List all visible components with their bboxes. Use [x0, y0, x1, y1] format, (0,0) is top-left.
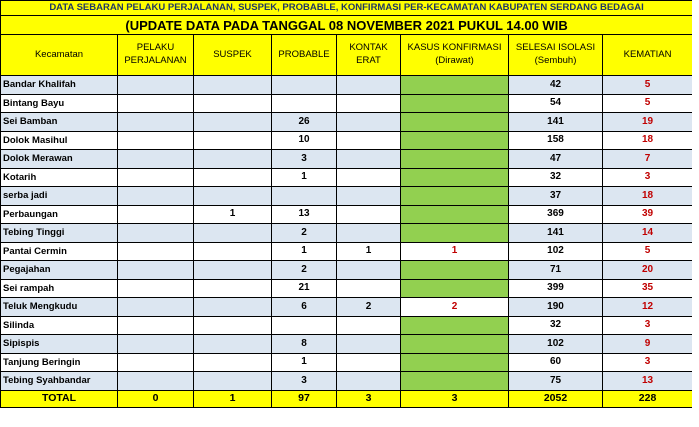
cell-kontak: 2: [337, 298, 401, 317]
cell-probable: 1: [272, 168, 337, 187]
cell-pelaku: [118, 224, 194, 243]
cell-selesai: 102: [509, 242, 603, 261]
cell-suspek: [194, 168, 272, 187]
cell-pelaku: [118, 335, 194, 354]
cell-kasus: [401, 224, 509, 243]
cell-kematian: 19: [603, 113, 693, 132]
cell-kecamatan: Dolok Merawan: [1, 150, 118, 169]
table-row: [1, 187, 693, 206]
cell-selesai: 32: [509, 316, 603, 335]
cell-kontak: [337, 261, 401, 280]
cell-selesai: 32: [509, 168, 603, 187]
cell-kematian: 5: [603, 76, 693, 95]
cell-kontak: [337, 168, 401, 187]
table-row: [1, 353, 693, 372]
header-kecamatan: Kecamatan: [1, 35, 118, 76]
cell-suspek: [194, 113, 272, 132]
cell-pelaku: [118, 187, 194, 206]
cell-suspek: 1: [194, 205, 272, 224]
cell-kematian: 5: [603, 242, 693, 261]
cell-pelaku: [118, 279, 194, 298]
cell-kasus: 1: [401, 242, 509, 261]
cell-probable: [272, 316, 337, 335]
cell-pelaku: [118, 150, 194, 169]
cell-kematian: 20: [603, 261, 693, 280]
cell-kecamatan: Tebing Syahbandar: [1, 372, 118, 391]
table-row: [1, 335, 693, 354]
header-kasus-konfirmasi: KASUS KONFIRMASI (Dirawat): [401, 35, 509, 76]
cell-kasus: 2: [401, 298, 509, 317]
cell-suspek: [194, 353, 272, 372]
total-pelaku: 0: [118, 390, 194, 407]
table-row: [1, 113, 693, 132]
cell-suspek: [194, 279, 272, 298]
cell-pelaku: [118, 261, 194, 280]
cell-suspek: [194, 298, 272, 317]
cell-suspek: [194, 242, 272, 261]
total-suspek: 1: [194, 390, 272, 407]
cell-kontak: [337, 372, 401, 391]
cell-probable: 2: [272, 224, 337, 243]
cell-suspek: [194, 261, 272, 280]
cell-kontak: [337, 131, 401, 150]
cell-kontak: [337, 113, 401, 132]
cell-kematian: 3: [603, 316, 693, 335]
cell-kasus: [401, 150, 509, 169]
table-row: [1, 261, 693, 280]
table-row: [1, 205, 693, 224]
cell-pelaku: [118, 168, 194, 187]
cell-kematian: 39: [603, 205, 693, 224]
cell-kecamatan: Tanjung Beringin: [1, 353, 118, 372]
cell-selesai: 158: [509, 131, 603, 150]
cell-probable: 2: [272, 261, 337, 280]
cell-kasus: [401, 168, 509, 187]
cell-selesai: 369: [509, 205, 603, 224]
cell-kecamatan: Tebing Tinggi: [1, 224, 118, 243]
cell-selesai: 399: [509, 279, 603, 298]
cell-kontak: [337, 187, 401, 206]
cell-kecamatan: Dolok Masihul: [1, 131, 118, 150]
cell-selesai: 42: [509, 76, 603, 95]
table-row: [1, 94, 693, 113]
cell-suspek: [194, 316, 272, 335]
cell-probable: 3: [272, 372, 337, 391]
cell-selesai: 47: [509, 150, 603, 169]
cell-kontak: [337, 353, 401, 372]
cell-probable: 8: [272, 335, 337, 354]
cell-suspek: [194, 76, 272, 95]
total-row: [1, 390, 693, 407]
cell-pelaku: [118, 372, 194, 391]
table-row: [1, 150, 693, 169]
cell-pelaku: [118, 316, 194, 335]
cell-kematian: 13: [603, 372, 693, 391]
total-probable: 97: [272, 390, 337, 407]
table-row: [1, 316, 693, 335]
cell-kecamatan: Teluk Mengkudu: [1, 298, 118, 317]
table-row: [1, 224, 693, 243]
total-label: TOTAL: [1, 390, 118, 407]
cell-kontak: [337, 279, 401, 298]
cell-kecamatan: Sei rampah: [1, 279, 118, 298]
cell-selesai: 71: [509, 261, 603, 280]
total-kontak: 3: [337, 390, 401, 407]
cell-kasus: [401, 316, 509, 335]
cell-kontak: [337, 224, 401, 243]
cell-kecamatan: Sipispis: [1, 335, 118, 354]
table-row: [1, 279, 693, 298]
cell-probable: 1: [272, 353, 337, 372]
cell-kasus: [401, 187, 509, 206]
cell-kematian: 7: [603, 150, 693, 169]
cell-kecamatan: Bintang Bayu: [1, 94, 118, 113]
cell-selesai: 75: [509, 372, 603, 391]
cell-probable: 3: [272, 150, 337, 169]
cell-kasus: [401, 94, 509, 113]
cell-kontak: [337, 76, 401, 95]
table-row: [1, 131, 693, 150]
cell-kasus: [401, 113, 509, 132]
cell-probable: 26: [272, 113, 337, 132]
cell-kasus: [401, 335, 509, 354]
cell-suspek: [194, 150, 272, 169]
cell-suspek: [194, 187, 272, 206]
cell-probable: 13: [272, 205, 337, 224]
cell-selesai: 141: [509, 113, 603, 132]
table-row: [1, 76, 693, 95]
cell-kematian: 5: [603, 94, 693, 113]
cell-suspek: [194, 335, 272, 354]
cell-selesai: 190: [509, 298, 603, 317]
cell-suspek: [194, 372, 272, 391]
header-suspek: SUSPEK: [194, 35, 272, 76]
cell-pelaku: [118, 298, 194, 317]
cell-kecamatan: Pantai Cermin: [1, 242, 118, 261]
cell-kasus: [401, 76, 509, 95]
cell-suspek: [194, 131, 272, 150]
cell-selesai: 37: [509, 187, 603, 206]
cell-pelaku: [118, 205, 194, 224]
cell-kematian: 18: [603, 131, 693, 150]
table-row: [1, 372, 693, 391]
cell-kecamatan: serba jadi: [1, 187, 118, 206]
table-row: [1, 242, 693, 261]
cell-kontak: [337, 205, 401, 224]
header-kematian: KEMATIAN: [603, 35, 693, 76]
cell-kecamatan: Perbaungan: [1, 205, 118, 224]
cell-kontak: [337, 150, 401, 169]
header-kontak-erat: KONTAK ERAT: [337, 35, 401, 76]
cell-probable: 1: [272, 242, 337, 261]
cell-kematian: 18: [603, 187, 693, 206]
table-row: [1, 168, 693, 187]
cell-kontak: [337, 316, 401, 335]
cell-kematian: 3: [603, 168, 693, 187]
cell-kematian: 3: [603, 353, 693, 372]
cell-probable: 10: [272, 131, 337, 150]
cell-pelaku: [118, 131, 194, 150]
total-kematian: 228: [603, 390, 693, 407]
cell-suspek: [194, 94, 272, 113]
cell-pelaku: [118, 242, 194, 261]
cell-selesai: 54: [509, 94, 603, 113]
cell-kasus: [401, 353, 509, 372]
title-line-2: (UPDATE DATA PADA TANGGAL 08 NOVEMBER 2021 PUKUL 14.00 WIB: [1, 16, 693, 35]
cell-kecamatan: Silinda: [1, 316, 118, 335]
cell-kecamatan: Pegajahan: [1, 261, 118, 280]
cell-probable: [272, 187, 337, 206]
cell-kasus: [401, 279, 509, 298]
cell-pelaku: [118, 113, 194, 132]
cell-kematian: 14: [603, 224, 693, 243]
cell-kontak: 1: [337, 242, 401, 261]
cell-pelaku: [118, 94, 194, 113]
total-kasus: 3: [401, 390, 509, 407]
cell-probable: [272, 94, 337, 113]
cell-kematian: 35: [603, 279, 693, 298]
cell-kecamatan: Kotarih: [1, 168, 118, 187]
cell-kematian: 12: [603, 298, 693, 317]
cell-selesai: 141: [509, 224, 603, 243]
cell-kasus: [401, 205, 509, 224]
cell-pelaku: [118, 353, 194, 372]
cell-probable: [272, 76, 337, 95]
cell-probable: 6: [272, 298, 337, 317]
cell-kasus: [401, 131, 509, 150]
header-selesai-isolasi: SELESAI ISOLASI (Sembuh): [509, 35, 603, 76]
cell-kontak: [337, 335, 401, 354]
cell-probable: 21: [272, 279, 337, 298]
header-pelaku-perjalanan: PELAKU PERJALANAN: [118, 35, 194, 76]
cell-kecamatan: Sei Bamban: [1, 113, 118, 132]
title-line-1: DATA SEBARAN PELAKU PERJALANAN, SUSPEK, PROBABLE, KONFIRMASI PER-KECAMATAN KABUPATEN SERDANG BEDAGAI: [1, 1, 693, 16]
cell-kecamatan: Bandar Khalifah: [1, 76, 118, 95]
cell-suspek: [194, 224, 272, 243]
cell-kasus: [401, 372, 509, 391]
header-row: [1, 35, 693, 76]
right-margin: [692, 0, 699, 427]
table-row: [1, 298, 693, 317]
cell-selesai: 102: [509, 335, 603, 354]
cell-kontak: [337, 94, 401, 113]
cell-pelaku: [118, 76, 194, 95]
cell-selesai: 60: [509, 353, 603, 372]
cell-kematian: 9: [603, 335, 693, 354]
cell-kasus: [401, 261, 509, 280]
header-probable: PROBABLE: [272, 35, 337, 76]
total-selesai: 2052: [509, 390, 603, 407]
